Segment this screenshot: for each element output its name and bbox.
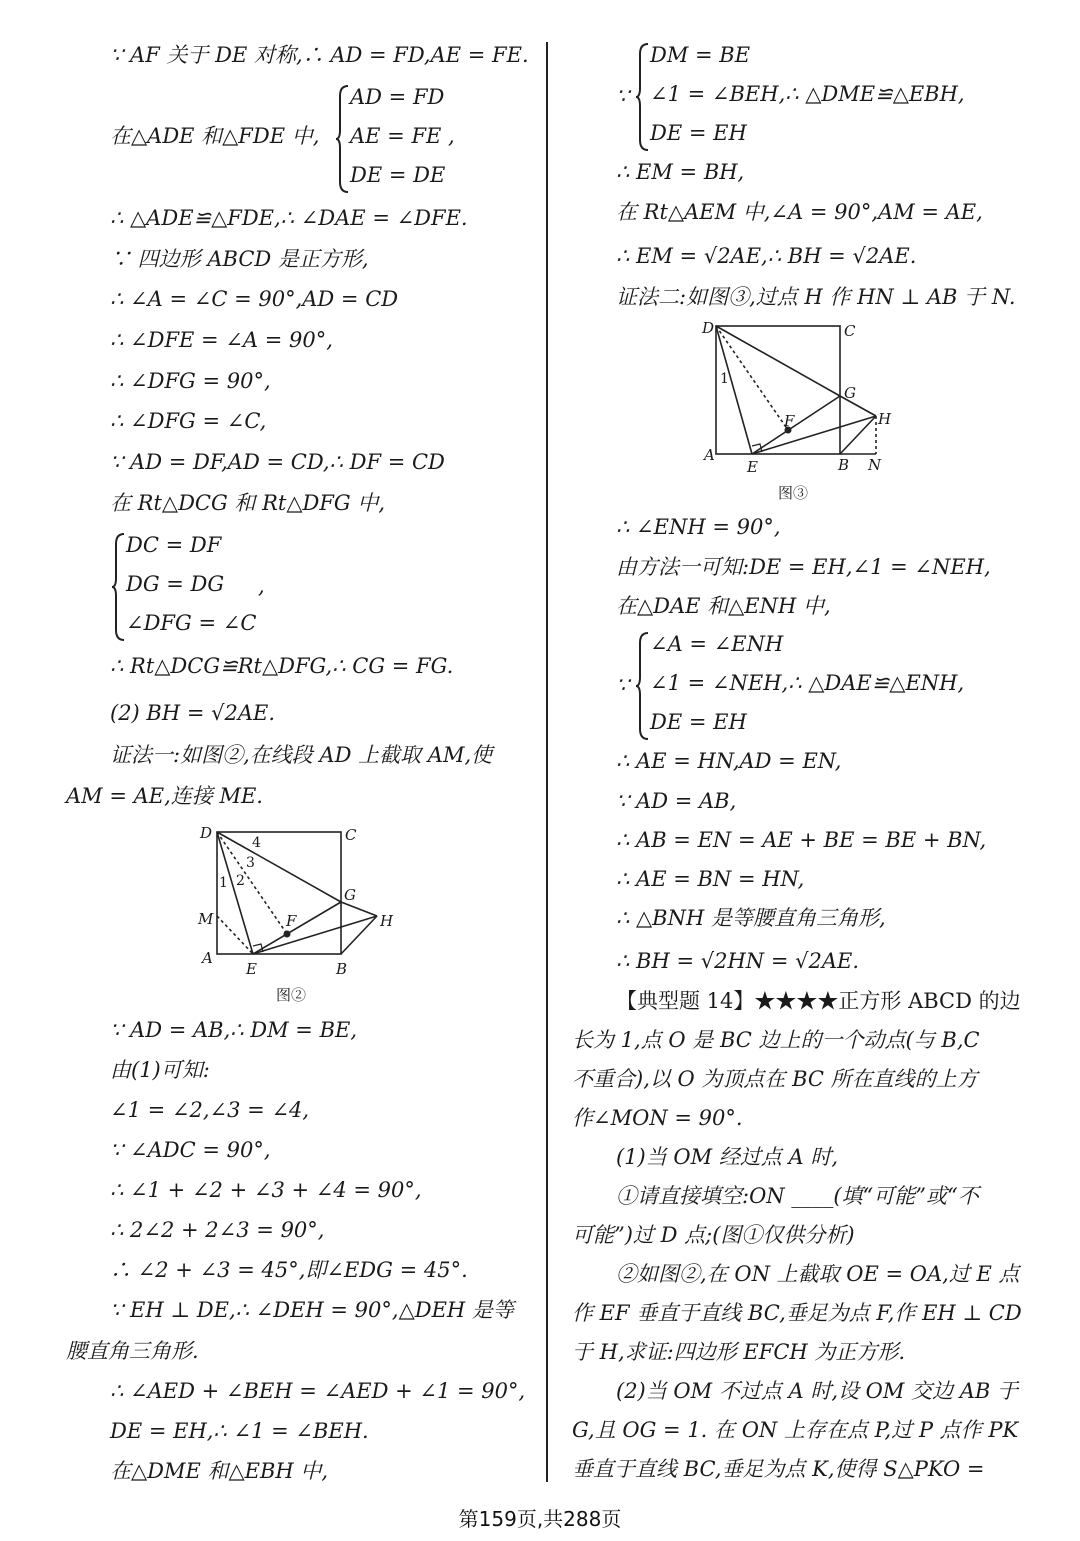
figure-2-caption: 图② bbox=[276, 986, 307, 1004]
fig3-label-D: D bbox=[702, 319, 715, 337]
fig3-label-B: B bbox=[838, 456, 850, 474]
text-line: 不重合),以 O 为顶点在 BC 所在直线的上方 bbox=[572, 1067, 978, 1091]
text-line: DE = EH bbox=[650, 121, 747, 145]
text-line: 腰直角三角形. bbox=[66, 1339, 199, 1363]
fig3-label-F: F bbox=[784, 412, 795, 430]
fig3-label-E: E bbox=[747, 458, 758, 476]
figure-2 bbox=[195, 820, 405, 980]
text-line: ∴ 2∠2 + 2∠3 = 90°, bbox=[110, 1218, 325, 1242]
text-line: ∴ ∠DFG = 90°, bbox=[110, 369, 271, 393]
fig2-label-H: H bbox=[380, 912, 394, 930]
text-line: ∠1 = ∠2,∠3 = ∠4, bbox=[110, 1098, 310, 1122]
text-line: ∵ AF 关于 DE 对称,∴ AD = FD,AE = FE. bbox=[110, 43, 529, 67]
figure-3-caption: 图③ bbox=[778, 484, 809, 502]
text-line: DE = EH bbox=[650, 710, 747, 734]
text-line: 由(1)可知: bbox=[110, 1058, 210, 1082]
text-line: DG = DG bbox=[126, 572, 225, 596]
text-line: AM = AE,连接 ME. bbox=[66, 784, 263, 808]
fig3-label-N: N bbox=[868, 456, 882, 474]
text-line: (2) BH = √2AE. bbox=[110, 701, 276, 725]
text-line: ∴ EM = √2AE,∴ BH = √2AE. bbox=[616, 244, 917, 268]
text-line: 在△ADE 和△FDE 中, bbox=[110, 124, 320, 148]
text-line: ∴ ∠2 + ∠3 = 45°,即∠EDG = 45°. bbox=[110, 1258, 468, 1282]
text-line: ①请直接填空:ON ____(填“可能”或“不 bbox=[616, 1184, 979, 1208]
fig2-label-F: F bbox=[286, 912, 297, 930]
text-line: ∴ ∠ENH = 90°, bbox=[616, 515, 781, 539]
text-line: 作∠MON = 90°. bbox=[572, 1106, 743, 1130]
text-line: ∴ AB = EN = AE + BE = BE + BN, bbox=[616, 828, 987, 852]
text-line: 证法二:如图③,过点 H 作 HN ⊥ AB 于 N. bbox=[616, 285, 1016, 309]
text-line: ∠DFG = ∠C bbox=[126, 611, 257, 635]
text-line: , bbox=[258, 574, 265, 598]
text-line: ∵ AD = DF,AD = CD,∴ DF = CD bbox=[110, 450, 445, 474]
text-line: ∴ EM = BH, bbox=[616, 160, 745, 184]
text-line: AE = FE , bbox=[350, 124, 455, 148]
text-line: AD = FD bbox=[350, 85, 445, 109]
fig3-label-C: C bbox=[844, 322, 856, 340]
fig3-label-G: G bbox=[844, 384, 856, 402]
text-line: 在 Rt△DCG 和 Rt△DFG 中, bbox=[110, 491, 386, 515]
text-line: (1)当 OM 经过点 A 时, bbox=[616, 1145, 839, 1169]
text-line: 在 Rt△AEM 中,∠A = 90°,AM = AE, bbox=[616, 200, 983, 224]
text-line: ∴ AE = BN = HN, bbox=[616, 867, 805, 891]
text-line: ∴ ∠DFE = ∠A = 90°, bbox=[110, 328, 333, 352]
text-line: 于 H,求证:四边形 EFCH 为正方形. bbox=[572, 1340, 906, 1364]
fig2-label-M: M bbox=[198, 910, 214, 928]
text-line: ∴ AE = HN,AD = EN, bbox=[616, 749, 842, 773]
text-line: ②如图②,在 ON 上截取 OE = OA,过 E 点 bbox=[616, 1262, 1020, 1286]
text-line: 由方法一可知:DE = EH,∠1 = ∠NEH, bbox=[616, 555, 991, 579]
text-line: ∠1 = ∠BEH,∴ △DME≌△EBH, bbox=[650, 82, 965, 106]
fig2-label-B: B bbox=[336, 960, 348, 978]
fig2-label-1: 1 bbox=[219, 875, 228, 891]
text-line: 可能”)过 D 点;(图①仅供分析) bbox=[572, 1223, 855, 1247]
text-line: ∵ bbox=[616, 673, 630, 697]
text-line: ∵ EH ⊥ DE,∴ ∠DEH = 90°,△DEH 是等 bbox=[110, 1298, 514, 1322]
fig3-label-H: H bbox=[878, 410, 892, 428]
figure-3 bbox=[700, 318, 900, 468]
fig2-label-4: 4 bbox=[252, 835, 261, 851]
fig2-label-C: C bbox=[345, 826, 357, 844]
text-line: ∴ ∠AED + ∠BEH = ∠AED + ∠1 = 90°, bbox=[110, 1379, 526, 1403]
text-line: ∵ 四边形 ABCD 是正方形, bbox=[110, 247, 369, 271]
column-divider bbox=[546, 42, 548, 1482]
fig2-label-3: 3 bbox=[246, 855, 255, 871]
text-line: DC = DF bbox=[126, 533, 222, 557]
text-line: DE = DE bbox=[350, 163, 446, 187]
text-line: ∴ △BNH 是等腰直角三角形, bbox=[616, 906, 886, 930]
text-line: ∴ ∠DFG = ∠C, bbox=[110, 409, 267, 433]
text-line: DE = EH,∴ ∠1 = ∠BEH. bbox=[110, 1419, 369, 1443]
text-line: ∵ AD = AB, bbox=[616, 789, 737, 813]
fig2-label-E: E bbox=[246, 960, 257, 978]
text-line: DM = BE bbox=[650, 43, 751, 67]
text-line: ∵ ∠ADC = 90°, bbox=[110, 1138, 271, 1162]
text-line: (2)当 OM 不过点 A 时,设 OM 交边 AB 于 bbox=[616, 1379, 1019, 1403]
text-line: ∴ Rt△DCG≌Rt△DFG,∴ CG = FG. bbox=[110, 654, 454, 678]
text-line: ∠1 = ∠NEH,∴ △DAE≌△ENH, bbox=[650, 671, 965, 695]
text-line: ∴ ∠1 + ∠2 + ∠3 + ∠4 = 90°, bbox=[110, 1178, 422, 1202]
text-line: 垂直于直线 BC,垂足为点 K,使得 S△PKO = bbox=[572, 1457, 985, 1481]
text-line: 在△DME 和△EBH 中, bbox=[110, 1459, 329, 1483]
text-line: ∴ △ADE≌△FDE,∴ ∠DAE = ∠DFE. bbox=[110, 206, 468, 230]
text-line: G,且 OG = 1. 在 ON 上存在点 P,过 P 点作 PK bbox=[572, 1418, 1019, 1442]
text-line: ∵ bbox=[616, 84, 630, 108]
text-line: 在△DAE 和△ENH 中, bbox=[616, 594, 831, 618]
text-line: ∵ AD = AB,∴ DM = BE, bbox=[110, 1018, 358, 1042]
fig2-label-D: D bbox=[200, 824, 213, 842]
text-line: ∴ BH = √2HN = √2AE. bbox=[616, 949, 860, 973]
fig2-label-2: 2 bbox=[236, 873, 245, 889]
fig3-label-1: 1 bbox=[720, 371, 729, 387]
problem-heading: 【典型题 14】★★★★正方形 ABCD 的边 bbox=[616, 989, 1021, 1013]
page-number-footer: 第159页,共288页 bbox=[458, 1507, 622, 1531]
fig2-label-A: A bbox=[202, 949, 213, 967]
text-line: 证法一:如图②,在线段 AD 上截取 AM,使 bbox=[110, 743, 493, 767]
text-line: 长为 1,点 O 是 BC 边上的一个动点(与 B,C bbox=[572, 1028, 980, 1052]
text-line: ∴ ∠A = ∠C = 90°,AD = CD bbox=[110, 287, 399, 311]
fig3-label-A: A bbox=[704, 446, 715, 464]
text-line: 作 EF 垂直于直线 BC,垂足为点 F,作 EH ⊥ CD bbox=[572, 1301, 1022, 1325]
text-line: ∠A = ∠ENH bbox=[650, 632, 784, 656]
fig2-label-G: G bbox=[344, 886, 356, 904]
